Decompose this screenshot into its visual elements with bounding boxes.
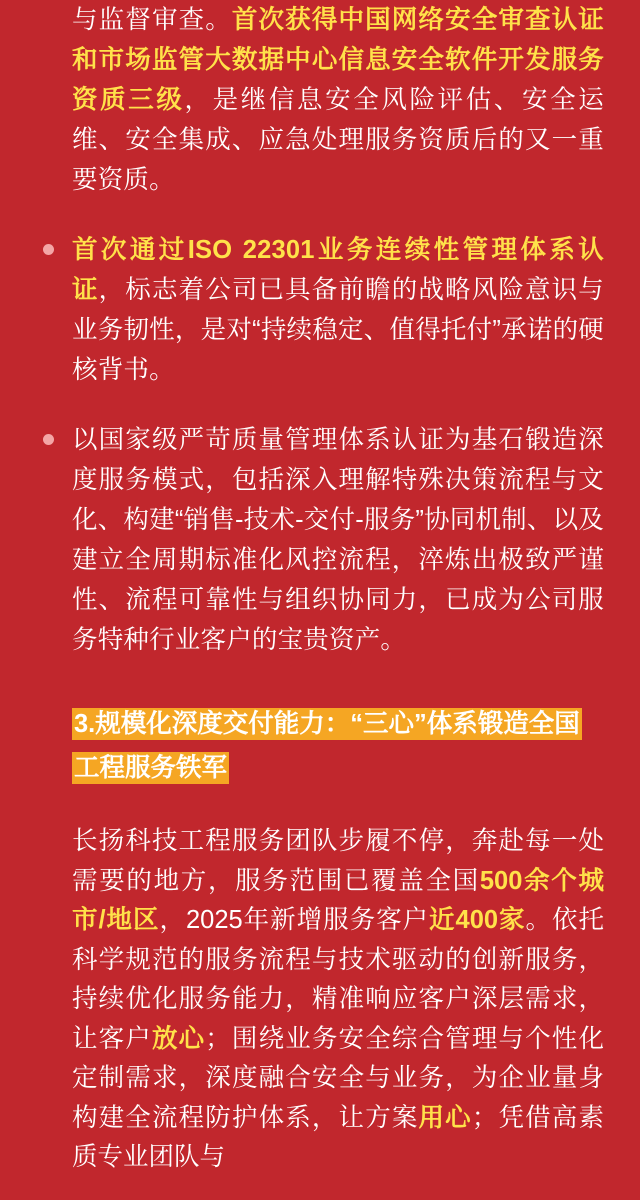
list-item-highlight: 首次通过ISO 22301业务连续性管理体系认证 [72, 236, 604, 304]
list-item-text [72, 230, 604, 390]
body-paragraph [36, 822, 604, 1178]
list-item-rest: ，标志着公司已具备前瞻的战略风险意识与业务韧性，是对“持续稳定、值得托付”承诺的硬核背书。 [72, 276, 604, 384]
body-highlight-1: 500余个城市/地区 [72, 866, 604, 934]
body-highlight-4: 用心 [418, 1103, 472, 1132]
top-paragraph-rest: ，是继信息安全风险评估、安全运维、安全集成、应急处理服务资质后的又一重要资质。 [72, 86, 604, 194]
list-item-rest: 以国家级严苛质量管理体系认证为基石锻造深度服务模式，包括深入理解特殊决策流程与文化、构建“销售-技术-交付-服务”协同机制、以及建立全周期标准化风控流程，淬炼出极致严谨性、流程可靠性与组织协同力，已成为公司服务特种行业客户的宝贵资产。 [72, 426, 604, 654]
section-heading-line-2 [72, 748, 604, 792]
body-seg-5: ；凭借高素质专业团队与 [72, 1103, 604, 1171]
body-seg-1: 长扬科技工程服务团队步履不停，奔赴每一处需要的地方，服务范围已覆盖全国 [72, 827, 604, 895]
top-paragraph-highlight: 首次获得中国网络安全审查认证和市场监管大数据中心信息安全软件开发服务资质三级 [72, 6, 604, 114]
top-paragraph-lead: 与监督审查。 [72, 6, 232, 34]
body-highlight-3: 放心 [151, 1024, 206, 1053]
section-heading-line-1 [72, 704, 604, 748]
section-heading-text-2: 工程服务铁军 [74, 754, 228, 782]
body-highlight-2: 近400家 [429, 906, 526, 934]
list-item [36, 230, 604, 390]
top-paragraph [72, 0, 604, 200]
bullet-dot-icon [43, 434, 54, 445]
body-seg-4: ；围绕业务安全综合管理与个性化定制需求，深度融合安全与业务，为企业量身构建全流程防护体系，让方案 [72, 1024, 604, 1132]
bullet-dot-icon [43, 244, 54, 255]
section-heading-text-1: 3.规模化深度交付能力：“三心”体系锻造全国 [74, 710, 580, 738]
body-seg-2: ，2025年新增服务客户 [159, 906, 430, 934]
section-heading [36, 704, 604, 792]
list-item [36, 420, 604, 660]
body-seg-3: 。依托科学规范的服务流程与技术驱动的创新服务，持续优化服务能力，精准响应客户深层需求，让客户 [72, 906, 604, 1053]
document-content [36, 0, 604, 1178]
list-item-text [72, 420, 604, 660]
top-paragraph-block [36, 0, 604, 200]
